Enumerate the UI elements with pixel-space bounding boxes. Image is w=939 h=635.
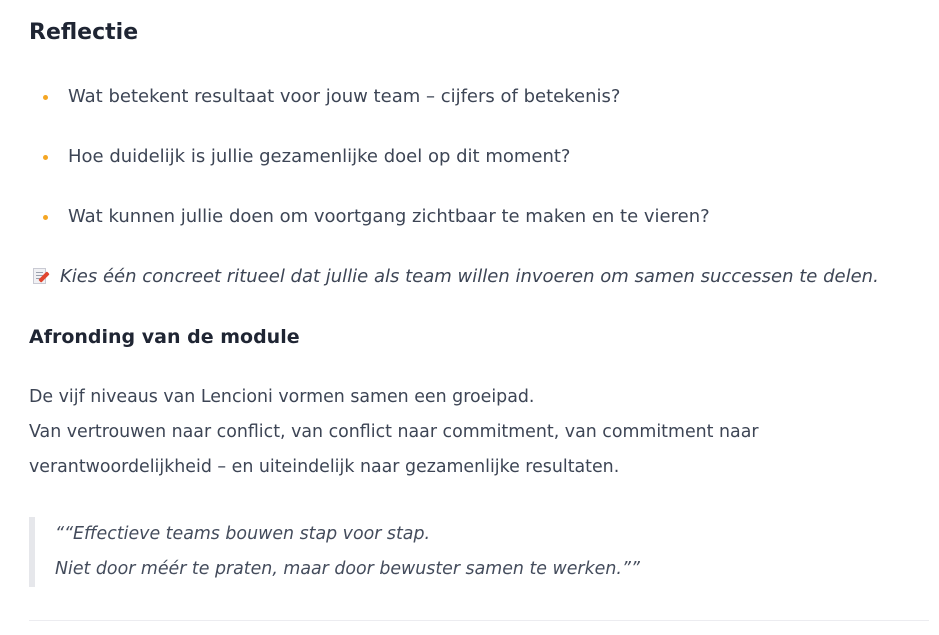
reflection-note <box>33 262 879 292</box>
memo-icon <box>33 267 49 285</box>
bullet-icon <box>43 95 48 100</box>
closing-paragraph-line: verantwoordelijkheid – en uiteindelijk naar gezamenlijke resultaten. <box>29 457 620 477</box>
closing-paragraph <box>29 380 759 485</box>
reflection-question <box>29 82 710 112</box>
quote-line: Niet door méér te praten, maar door bewuster samen te werken.”” <box>55 559 640 579</box>
bullet-icon <box>43 215 48 220</box>
closing-paragraph-line: De vijf niveaus van Lencioni vormen samen een groeipad. <box>29 387 535 407</box>
quote-line: ““Effectieve teams bouwen stap voor stap. <box>55 524 431 544</box>
quote-bar <box>29 517 35 587</box>
section-divider <box>29 620 929 621</box>
reflection-heading: Reflectie <box>29 20 139 45</box>
bullet-icon <box>43 155 48 160</box>
reflection-question <box>29 202 710 232</box>
reflection-note-text: Kies één concreet ritueel dat jullie als team willen invoeren om samen successen te delen. <box>60 266 879 287</box>
closing-paragraph-line: Van vertrouwen naar conflict, van conflict naar commitment, van commitment naar <box>29 422 759 442</box>
reflection-question <box>29 142 710 172</box>
reflection-questions <box>29 82 710 262</box>
reflection-question-text: Hoe duidelijk is jullie gezamenlijke doel op dit moment? <box>68 146 571 167</box>
reflection-question-text: Wat betekent resultaat voor jouw team – cijfers of betekenis? <box>68 86 621 107</box>
closing-heading: Afronding van de module <box>29 326 300 348</box>
closing-quote <box>55 517 640 587</box>
reflection-question-text: Wat kunnen jullie doen om voortgang zichtbaar te maken en te vieren? <box>68 206 710 227</box>
